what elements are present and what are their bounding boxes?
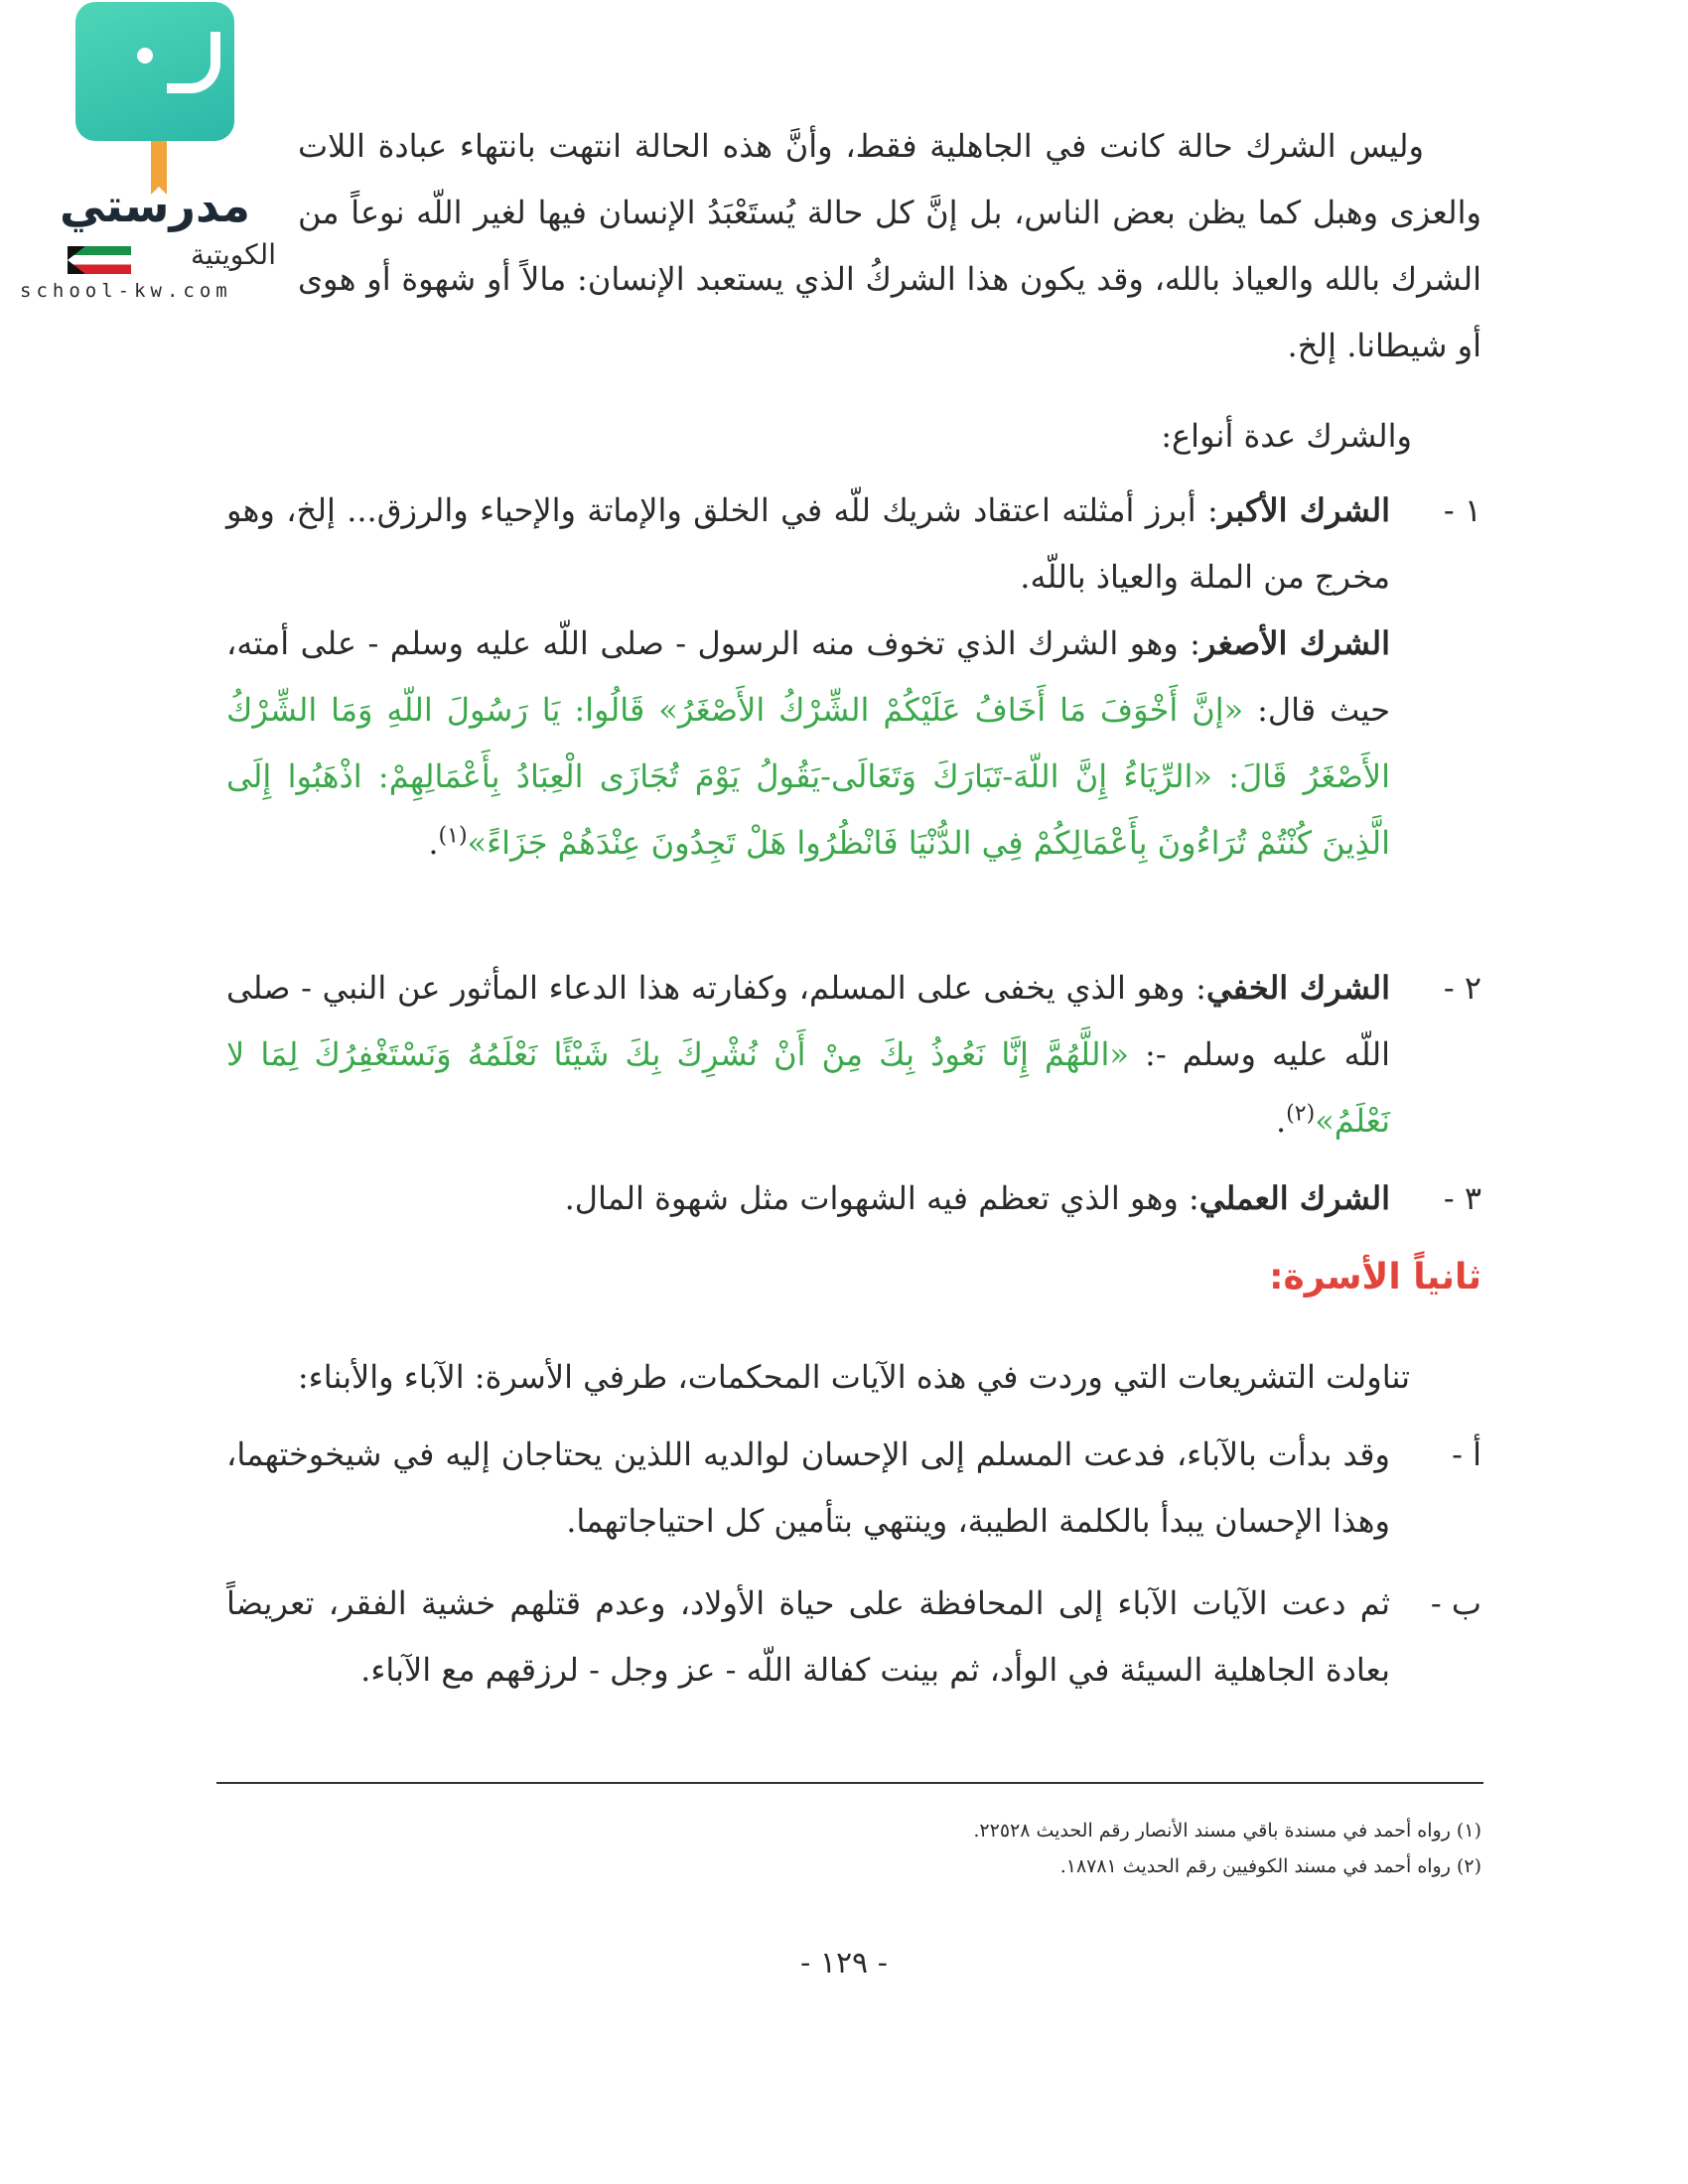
family-intro: تناولت التشريعات التي وردت في هذه الآيات المحكمات، طرفي الأسرة: الآباء والأبناء:: [297, 1358, 1410, 1396]
hadith-hidden-shirk: «اللَّهُمَّ إِنَّا نَعُوذُ بِكَ مِنْ أَنْ نُشْرِكَ بِكَ شَيْئًا نَعْلَمُهُ وَنَسْتَغْفِرُكَ لِمَا لا نَعْلَمُ»: [226, 1035, 1390, 1140]
logo-smile-icon: [167, 32, 220, 93]
footnote-1: (١) رواه أحمد في مسندة باقي مسند الأنصار رقم الحديث ٢٢٥٢٨.: [973, 1820, 1481, 1842]
greater-shirk-text: : أبرز أمثلته اعتقاد شريك للّه في الخلق والإماتة والإحياء والرزق... إلخ، وهو مخرج من الملة والعياذ باللّه.: [226, 491, 1390, 596]
hidden-shirk-text: : وهو الذي يخفى على المسلم، وكفارته هذا الدعاء المأثور عن النبي - صلى اللّه عليه وسلم -:: [226, 969, 1391, 1073]
section-title-family: ثانياً الأسرة:: [1269, 1257, 1481, 1297]
page-number: - ١٢٩ -: [800, 1946, 888, 1980]
list-item-body: الشرك الخفي: وهو الذي يخفى على المسلم، وكفارته هذا الدعاء المأثور عن النبي - صلى اللّه عليه وسلم -: «اللَّهُمَّ إِنَّا نَعُوذُ بِكَ مِنْ أَنْ نُشْرِكَ بِكَ شَيْئًا نَعْلَمُهُ وَنَسْتَغْفِرُكَ لِمَا لا نَعْلَمُ»$^{(٢)}$.: [226, 969, 1391, 1140]
list-item-body: ثم دعت الآيات الآباء إلى المحافظة على حياة الأولاد، وعدم قتلهم خشية الفقر، تعريضاً بعادة الجاهلية السيئة في الوأد، ثم بينت كفالة اللّه - عز وجل - لرزقهم مع الآباء.: [226, 1584, 1391, 1689]
types-intro: والشرك عدة أنواع:: [1161, 417, 1412, 455]
footnotes: [695, 1813, 1481, 1884]
logo-subtitle: الكويتية: [191, 238, 276, 271]
list-number: ٣ -: [1443, 1179, 1481, 1217]
footnote-ref-2[interactable]: (٢): [1286, 1101, 1316, 1127]
term-lesser-shirk: الشرك الأصغر: [1199, 624, 1391, 662]
logo-name: مدرستي: [59, 179, 251, 232]
hadith-lesser-shirk: «إنَّ أَخْوَفَ مَا أَخَافُ عَلَيْكُمْ الشِّرْكُ الأَصْغَرُ» قَالُوا: يَا رَسُولَ اللّهِ وَمَا الشِّرْكُ الأَصْغَرُ قَالَ: «الرِّيَاءُ إِنَّ اللّهَ-تَبَارَكَ وَتَعَالَى-يَقُولُ يَوْمَ تُجَازَى الْعِبَادُ بِأَعْمَالِهِمْ: اذْهَبُوا إِلَى الَّذِينَ كُنْتُمْ تُرَاءُونَ بِأَعْمَالِكُمْ فِي الدُّنْيَا فَانْظُرُوا هَلْ تَجِدُونَ عِنْدَهُمْ جَزَاءً»: [226, 691, 1390, 862]
term-practical-shirk: الشرك العملي: [1198, 1179, 1390, 1217]
list-letter: أ -: [1452, 1435, 1481, 1473]
footnote-divider: [216, 1782, 1483, 1784]
footnote-2: (٢) رواه أحمد في مسند الكوفيين رقم الحديث ١٨٧٨١.: [1059, 1855, 1481, 1877]
list-item-body: وقد بدأت بالآباء، فدعت المسلم إلى الإحسان لوالديه اللذين يحتاجان إليه في شيخوختهما، وهذا الإحسان يبدأ بالكلمة الطيبة، وينتهي بتأمين كل احتياجاتهما.: [226, 1435, 1390, 1540]
list-item-parents: [226, 1422, 1481, 1561]
footnote-ref-1[interactable]: (١): [438, 823, 468, 849]
lesser-shirk-text: : وهو الشرك الذي تخوف منه الرسول - صلى اللّه عليه وسلم - على أمته، حيث قال:: [226, 624, 1391, 729]
practical-shirk-text: : وهو الذي تعظم فيه الشهوات مثل شهوة المال.: [564, 1179, 1199, 1217]
list-number: ٢ -: [1443, 969, 1481, 1007]
logo-eye-icon: [137, 48, 153, 64]
logo-book-icon: [75, 2, 234, 141]
list-item-children: [226, 1570, 1481, 1779]
term-hidden-shirk: الشرك الخفي: [1205, 969, 1391, 1007]
list-item-hidden-shirk: [226, 955, 1481, 1154]
list-letter: ب -: [1430, 1584, 1481, 1622]
list-item-body: الشرك الأكبر: أبرز أمثلته اعتقاد شريك للّه في الخلق والإماتة والإحياء والرزق... إلخ، وهو مخرج من الملة والعياذ باللّه. الشرك الأصغر: وهو الشرك الذي تخوف منه الرسول - صلى اللّه عليه وسلم - على أمته، حيث قال: «إنَّ أَخْوَفَ مَا أَخَافُ عَلَيْكُمْ الشِّرْكُ الأَصْغَرُ» قَالُوا: يَا رَسُولَ اللّهِ وَمَا الشِّرْكُ الأَصْغَرُ قَالَ: «الرِّيَاءُ إِنَّ اللّهَ-تَبَارَكَ وَتَعَالَى-يَقُولُ يَوْمَ تُجَازَى الْعِبَادُ بِأَعْمَالِهِمْ: اذْهَبُوا إِلَى الَّذِينَ كُنْتُمْ تُرَاءُونَ بِأَعْمَالِكُمْ فِي الدُّنْيَا فَانْظُرُوا هَلْ تَجِدُونَ عِنْدَهُمْ جَزَاءً»$^{(١)}$.: [226, 491, 1391, 862]
term-greater-shirk: الشرك الأكبر: [1217, 491, 1391, 529]
logo-url[interactable]: school-kw.com: [20, 280, 232, 302]
intro-paragraph: وليس الشرك حالة كانت في الجاهلية فقط، وأنَّ هذه الحالة انتهت بانتهاء عبادة اللات والعزى وهبل كما يظن بعض الناس، بل إنَّ كل حالة يُستَعْبَدُ الإنسان فيها لغير اللّه نوعاً من الشرك بالله والعياذ بالله، وقد يكون هذا الشركُ الذي يستعبد الإنسان: مالاً أو شهوة أو هوى أو شيطانا. إلخ.: [298, 127, 1481, 364]
list-number: ١ -: [1443, 491, 1481, 529]
kuwait-flag-icon: [68, 246, 131, 274]
school-logo[interactable]: [18, 0, 306, 308]
list-item-practical-shirk: [226, 1165, 1481, 1235]
list-item-greater-shirk: [226, 478, 1481, 944]
list-item-body: [226, 1165, 1390, 1232]
